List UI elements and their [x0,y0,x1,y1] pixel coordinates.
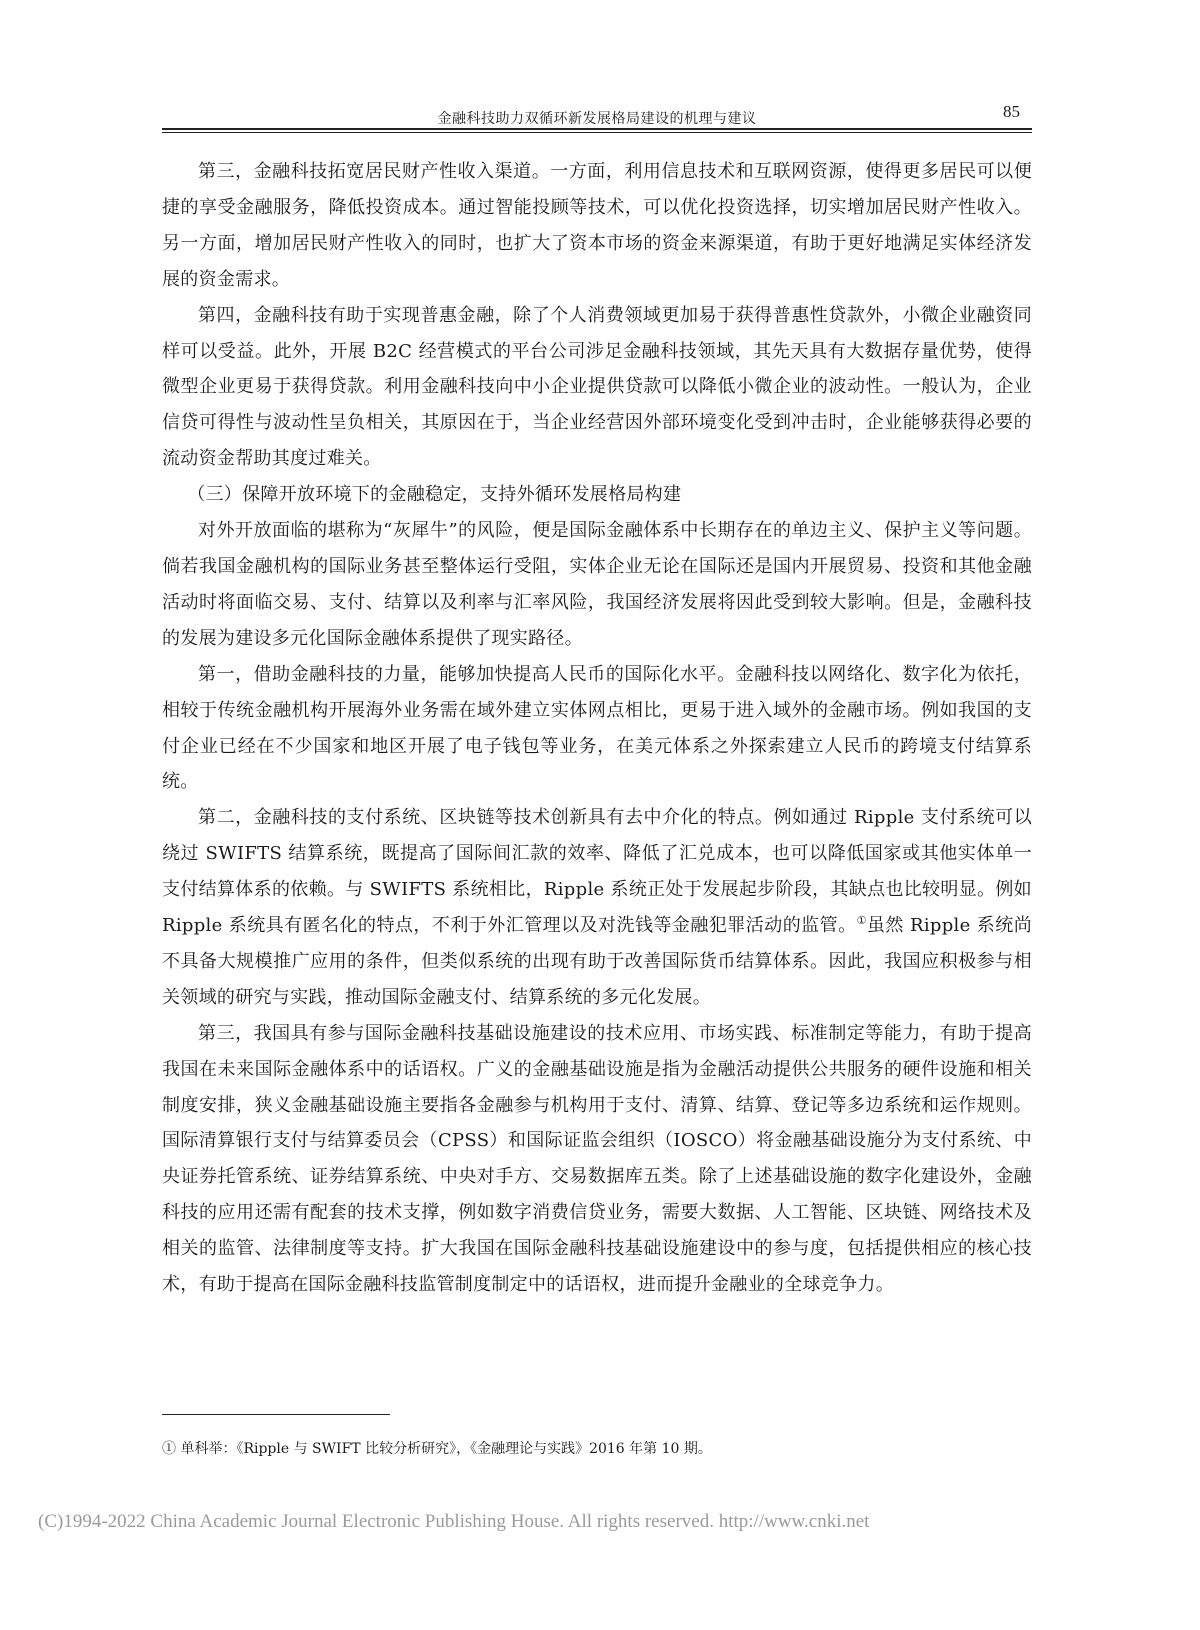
page-number: 85 [1003,102,1020,121]
body-paragraph: 第一，借助金融科技的力量，能够加快提高人民币的国际化水平。金融科技以网络化、数字化为依托，相较于传统金融机构开展海外业务需在域外建立实体网点相比，更易于进入域外的金融市场。例如我国的支付企业已经在不少国家和地区开展了电子钱包等业务，在美元体系之外探索建立人民币的跨境支付结算系统。 [162,663,1032,793]
ripple-text-before: 第二，金融科技的支付系统、区块链等技术创新具有去中介化的特点。例如通过 Ripple 支付系统可以绕过 SWIFTS 结算系统，既提高了国际间汇款的效率、降低了汇兑成本，也可以降低国家或其他实体单一支付结算体系的依赖。与 SWIFTS 系统相比，Ripple 系统正处于发展起步阶段，其缺点也比较明显。例如 Ripple 系统具有匿名化的特点，不利于外汇管理以及对洗钱等金融犯罪活动的监管。 [162,807,1032,937]
section-heading: （三）保障开放环境下的金融稳定，支持外循环发展格局构建 [187,484,682,506]
footnote-rule [162,1414,390,1415]
header-rule [162,128,1032,130]
body-paragraph: 第三，我国具有参与国际金融科技基础设施建设的技术应用、市场实践、标准制定等能力，有助于提高我国在未来国际金融体系中的话语权。广义的金融基础设施是指为金融活动提供公共服务的硬件设施和相关制度安排，狭义金融基础设施主要指各金融参与机构用于支付、清算、结算、登记等多边系统和运作规则。国际清算银行支付与结算委员会（CPSS）和国际证监会组织（IOSCO）将金融基础设施分为支付系统、中央证券托管系统、证券结算系统、中央对手方、交易数据库五类。除了上述基础设施的数字化建设外，金融科技的应用还需有配套的技术支撑，例如数字消费信贷业务，需要大数据、人工智能、区块链、网络技术及相关的监管、法律制度等支持。扩大我国在国际金融科技基础设施建设中的参与度，包括提供相应的核心技术，有助于提高在国际金融科技监管制度制定中的话语权，进而提升金融业的全球竞争力。 [162,1022,1032,1296]
running-header-title: 金融科技助力双循环新发展格局建设的机理与建议 [437,111,757,127]
body-paragraph-ripple [162,800,1032,1015]
ripple-text-after: 虽然 Ripple 系统尚不具备大规模推广应用的条件，但类似系统的出现有助于改善国际货币结算体系。因此，我国应积极参与相关领域的研究与实践，推动国际金融支付、结算系统的多元化发展。 [162,915,1032,1008]
article-body [162,154,1032,1303]
header-rule-thin [162,132,1032,133]
running-header [162,100,1032,130]
footnote-reference[interactable]: ① [856,914,867,928]
body-paragraph: 第三，金融科技拓宽居民财产性收入渠道。一方面，利用信息技术和互联网资源，使得更多居民可以便捷的享受金融服务，降低投资成本。通过智能投顾等技术，可以优化投资选择，切实增加居民财产性收入。另一方面，增加居民财产性收入的同时，也扩大了资本市场的资金来源渠道，有助于更好地满足实体经济发展的资金需求。 [162,161,1032,290]
body-paragraph: 第四，金融科技有助于实现普惠金融，除了个人消费领域更加易于获得普惠性贷款外，小微企业融资同样可以受益。此外，开展 B2C 经营模式的平台公司涉足金融科技领域，其先天具有大数据存量优势，使得微型企业更易于获得贷款。利用金融科技向中小企业提供贷款可以降低小微企业的波动性。一般认为，企业信贷可得性与波动性呈负相关，其原因在于，当企业经营因外部环境变化受到冲击时，企业能够获得必要的流动资金帮助其度过难关。 [162,304,1032,470]
copyright-watermark: (C)1994-2022 China Academic Journal Electronic Publishing House. All rights reserved. http://www.cnki.net [38,1511,870,1532]
footnote: ① 单科举：《Ripple 与 SWIFT 比较分析研究》，《金融理论与实践》2016 年第 10 期。 [162,1441,712,1457]
body-paragraph: 对外开放面临的堪称为“灰犀牛”的风险，便是国际金融体系中长期存在的单边主义、保护主义等问题。倘若我国金融机构的国际业务甚至整体运行受阻，实体企业无论在国际还是国内开展贸易、投资和其他金融活动时将面临交易、支付、结算以及利率与汇率风险，我国经济发展将因此受到较大影响。但是，金融科技的发展为建设多元化国际金融体系提供了现实路径。 [162,520,1032,649]
